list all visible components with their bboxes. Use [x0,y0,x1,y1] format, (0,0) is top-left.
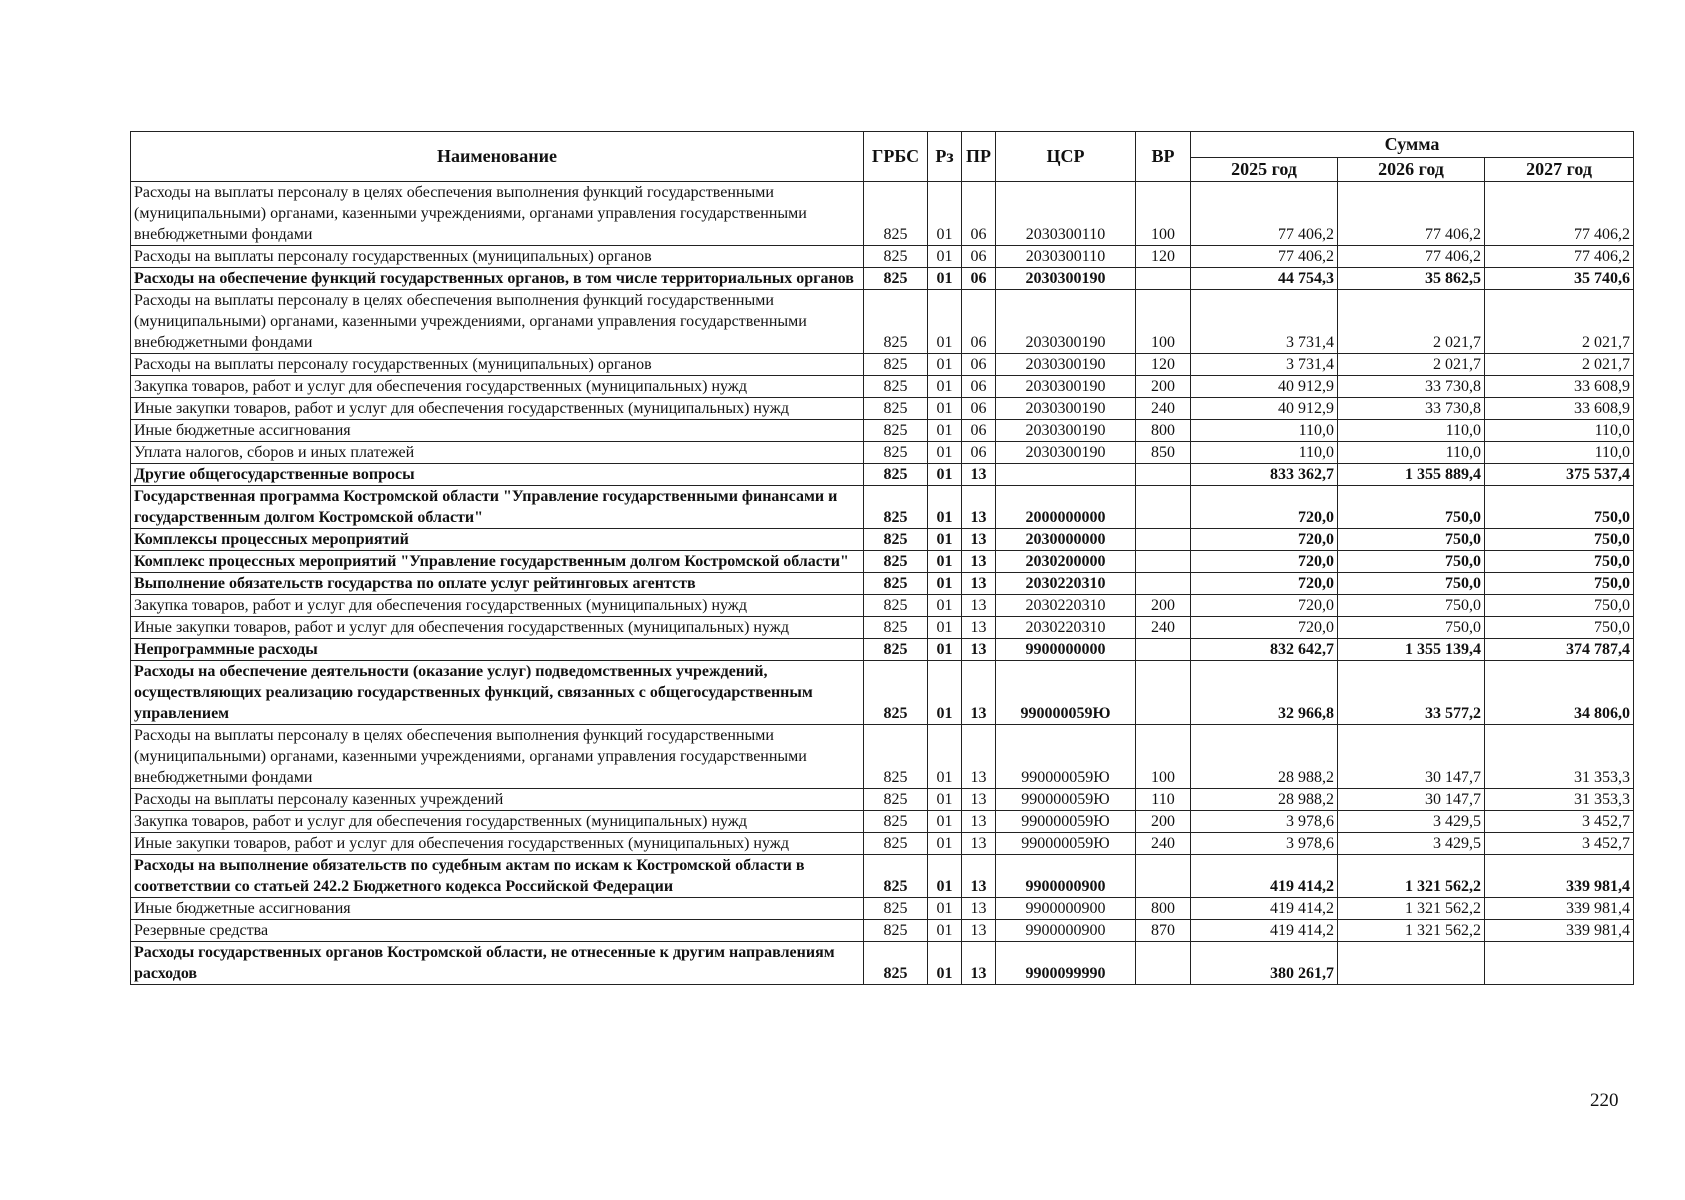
table-row [131,376,1634,398]
header-csr: ЦСР [996,132,1136,182]
cell-csr: 990000059Ю [996,811,1136,833]
cell-name: Расходы на выплаты персоналу казенных учреждений [131,789,864,811]
cell-grbs: 825 [864,639,928,661]
header-row [131,132,1634,158]
cell-vr: 240 [1136,398,1191,420]
cell-sum-2026: 1 355 889,4 [1338,464,1485,486]
cell-sum-2027: 35 740,6 [1485,268,1634,290]
header-rz: Рз [928,132,962,182]
cell-sum-2025: 3 731,4 [1191,354,1338,376]
cell-vr: 100 [1136,182,1191,246]
cell-grbs: 825 [864,486,928,529]
cell-rz: 01 [928,573,962,595]
cell-pr: 13 [962,595,996,617]
cell-csr: 2030200000 [996,551,1136,573]
cell-grbs: 825 [864,442,928,464]
cell-sum-2027: 3 452,7 [1485,833,1634,855]
cell-sum-2027: 110,0 [1485,420,1634,442]
table-row [131,268,1634,290]
cell-sum-2025: 720,0 [1191,617,1338,639]
cell-vr: 100 [1136,725,1191,789]
cell-sum-2025: 419 414,2 [1191,898,1338,920]
cell-sum-2026: 3 429,5 [1338,833,1485,855]
cell-rz: 01 [928,811,962,833]
cell-name: Иные бюджетные ассигнования [131,420,864,442]
cell-csr: 9900000900 [996,898,1136,920]
cell-name: Расходы на выплаты персоналу в целях обеспечения выполнения функций государственными (муниципальными) органами, казенными учреждениями, органами управления государственными внебюджетными фондами [131,290,864,354]
cell-vr [1136,942,1191,985]
cell-grbs: 825 [864,551,928,573]
table-row [131,833,1634,855]
cell-name: Закупка товаров, работ и услуг для обеспечения государственных (муниципальных) нужд [131,595,864,617]
cell-grbs: 825 [864,398,928,420]
cell-sum-2027: 750,0 [1485,529,1634,551]
header-year-2027: 2027 год [1485,158,1634,182]
table-row [131,725,1634,789]
cell-rz: 01 [928,789,962,811]
budget-sheet [130,131,1633,985]
cell-pr: 06 [962,268,996,290]
cell-grbs: 825 [864,617,928,639]
cell-pr: 13 [962,551,996,573]
table-row [131,398,1634,420]
cell-grbs: 825 [864,833,928,855]
cell-sum-2025: 110,0 [1191,420,1338,442]
cell-csr: 2030300190 [996,398,1136,420]
cell-vr: 110 [1136,789,1191,811]
cell-name: Расходы на выплаты персоналу в целях обеспечения выполнения функций государственными (муниципальными) органами, казенными учреждениями, органами управления государственными внебюджетными фондами [131,182,864,246]
cell-name: Непрограммные расходы [131,639,864,661]
cell-pr: 13 [962,898,996,920]
table-row [131,573,1634,595]
cell-vr: 200 [1136,595,1191,617]
cell-rz: 01 [928,290,962,354]
cell-rz: 01 [928,182,962,246]
cell-pr: 13 [962,639,996,661]
header-pr: ПР [962,132,996,182]
cell-sum-2026: 750,0 [1338,529,1485,551]
cell-sum-2027: 31 353,3 [1485,725,1634,789]
cell-vr [1136,855,1191,898]
cell-vr: 240 [1136,833,1191,855]
cell-pr: 13 [962,464,996,486]
cell-csr: 2030300190 [996,268,1136,290]
cell-sum-2025: 28 988,2 [1191,789,1338,811]
cell-pr: 13 [962,529,996,551]
cell-rz: 01 [928,725,962,789]
cell-pr: 06 [962,442,996,464]
cell-sum-2027: 34 806,0 [1485,661,1634,725]
cell-csr: 2030300110 [996,246,1136,268]
table-row [131,920,1634,942]
cell-sum-2027: 339 981,4 [1485,898,1634,920]
cell-sum-2025: 419 414,2 [1191,855,1338,898]
cell-sum-2026: 30 147,7 [1338,789,1485,811]
cell-sum-2026: 110,0 [1338,420,1485,442]
cell-csr: 2030000000 [996,529,1136,551]
cell-sum-2025: 3 978,6 [1191,833,1338,855]
cell-vr: 120 [1136,246,1191,268]
cell-sum-2027: 374 787,4 [1485,639,1634,661]
header-year-2025: 2025 год [1191,158,1338,182]
cell-rz: 01 [928,354,962,376]
cell-sum-2026: 750,0 [1338,617,1485,639]
budget-rows [131,182,1634,985]
cell-sum-2026: 2 021,7 [1338,354,1485,376]
cell-name: Резервные средства [131,920,864,942]
cell-csr: 2030300190 [996,376,1136,398]
cell-sum-2027: 339 981,4 [1485,855,1634,898]
cell-vr: 100 [1136,290,1191,354]
table-row [131,464,1634,486]
table-row [131,942,1634,985]
cell-pr: 13 [962,486,996,529]
cell-sum-2027: 77 406,2 [1485,246,1634,268]
cell-sum-2025: 720,0 [1191,529,1338,551]
cell-sum-2026: 2 021,7 [1338,290,1485,354]
budget-table [130,131,1634,985]
cell-sum-2026: 35 862,5 [1338,268,1485,290]
cell-sum-2025: 40 912,9 [1191,398,1338,420]
cell-vr [1136,573,1191,595]
cell-rz: 01 [928,920,962,942]
cell-grbs: 825 [864,290,928,354]
table-row [131,661,1634,725]
cell-sum-2027: 31 353,3 [1485,789,1634,811]
cell-grbs: 825 [864,942,928,985]
cell-sum-2027: 750,0 [1485,551,1634,573]
cell-sum-2027: 33 608,9 [1485,398,1634,420]
cell-rz: 01 [928,420,962,442]
table-row [131,486,1634,529]
cell-name: Иные бюджетные ассигнования [131,898,864,920]
cell-sum-2025: 3 731,4 [1191,290,1338,354]
cell-sum-2026 [1338,942,1485,985]
cell-grbs: 825 [864,420,928,442]
cell-pr: 06 [962,290,996,354]
cell-grbs: 825 [864,898,928,920]
cell-sum-2025: 28 988,2 [1191,725,1338,789]
cell-vr: 240 [1136,617,1191,639]
cell-pr: 13 [962,789,996,811]
cell-sum-2026: 30 147,7 [1338,725,1485,789]
cell-pr: 13 [962,811,996,833]
table-row [131,354,1634,376]
cell-sum-2026: 3 429,5 [1338,811,1485,833]
header-year-2026: 2026 год [1338,158,1485,182]
cell-csr: 2030220310 [996,617,1136,639]
page-number: 220 [1590,1090,1619,1111]
cell-csr: 2030300190 [996,442,1136,464]
cell-grbs: 825 [864,182,928,246]
cell-sum-2025: 720,0 [1191,573,1338,595]
cell-grbs: 825 [864,573,928,595]
cell-rz: 01 [928,942,962,985]
cell-sum-2027: 3 452,7 [1485,811,1634,833]
cell-vr [1136,529,1191,551]
cell-csr: 2030300190 [996,290,1136,354]
table-row [131,639,1634,661]
cell-pr: 06 [962,246,996,268]
cell-csr: 2030300190 [996,420,1136,442]
table-row [131,898,1634,920]
cell-pr: 13 [962,920,996,942]
cell-sum-2026: 33 730,8 [1338,376,1485,398]
cell-vr: 870 [1136,920,1191,942]
cell-vr: 200 [1136,376,1191,398]
cell-csr: 2030300190 [996,354,1136,376]
cell-name: Расходы на выполнение обязательств по судебным актам по искам к Костромской области в соответствии со статьей 242.2 Бюджетного кодекса Российской Федерации [131,855,864,898]
cell-sum-2026: 33 730,8 [1338,398,1485,420]
cell-grbs: 825 [864,595,928,617]
cell-rz: 01 [928,551,962,573]
cell-csr: 990000059Ю [996,833,1136,855]
cell-name: Расходы на выплаты персоналу государственных (муниципальных) органов [131,246,864,268]
cell-sum-2026: 1 321 562,2 [1338,920,1485,942]
cell-sum-2025: 110,0 [1191,442,1338,464]
table-row [131,442,1634,464]
cell-grbs: 825 [864,920,928,942]
cell-pr: 06 [962,398,996,420]
cell-name: Выполнение обязательств государства по оплате услуг рейтинговых агентств [131,573,864,595]
table-row [131,420,1634,442]
cell-pr: 13 [962,833,996,855]
cell-vr: 800 [1136,898,1191,920]
cell-name: Другие общегосударственные вопросы [131,464,864,486]
cell-sum-2025: 720,0 [1191,486,1338,529]
table-row [131,789,1634,811]
table-row [131,529,1634,551]
cell-csr: 990000059Ю [996,661,1136,725]
table-row [131,246,1634,268]
cell-name: Закупка товаров, работ и услуг для обеспечения государственных (муниципальных) нужд [131,376,864,398]
cell-rz: 01 [928,617,962,639]
cell-sum-2026: 1 355 139,4 [1338,639,1485,661]
cell-rz: 01 [928,833,962,855]
cell-pr: 13 [962,855,996,898]
cell-sum-2027: 339 981,4 [1485,920,1634,942]
cell-csr: 9900099990 [996,942,1136,985]
cell-grbs: 825 [864,661,928,725]
cell-csr: 990000059Ю [996,789,1136,811]
cell-sum-2026: 750,0 [1338,595,1485,617]
cell-sum-2026: 77 406,2 [1338,246,1485,268]
cell-sum-2025: 419 414,2 [1191,920,1338,942]
cell-sum-2025: 32 966,8 [1191,661,1338,725]
cell-rz: 01 [928,639,962,661]
cell-pr: 13 [962,725,996,789]
header-vr: ВР [1136,132,1191,182]
cell-grbs: 825 [864,789,928,811]
cell-sum-2026: 33 577,2 [1338,661,1485,725]
cell-sum-2027: 110,0 [1485,442,1634,464]
cell-sum-2027: 375 537,4 [1485,464,1634,486]
cell-vr: 120 [1136,354,1191,376]
cell-sum-2027: 33 608,9 [1485,376,1634,398]
cell-sum-2026: 77 406,2 [1338,182,1485,246]
cell-grbs: 825 [864,354,928,376]
cell-csr: 2000000000 [996,486,1136,529]
cell-sum-2025: 40 912,9 [1191,376,1338,398]
cell-name: Расходы на обеспечение деятельности (оказание услуг) подведомственных учреждений, осуществляющих реализацию государственных функций, связанных с общегосударственным управлением [131,661,864,725]
cell-csr: 2030300110 [996,182,1136,246]
cell-pr: 13 [962,942,996,985]
cell-sum-2026: 1 321 562,2 [1338,898,1485,920]
header-grbs: ГРБС [864,132,928,182]
cell-rz: 01 [928,398,962,420]
header-sum: Сумма [1191,132,1634,158]
cell-csr: 2030220310 [996,573,1136,595]
cell-pr: 06 [962,354,996,376]
cell-sum-2027: 2 021,7 [1485,290,1634,354]
cell-sum-2026: 110,0 [1338,442,1485,464]
cell-sum-2027: 750,0 [1485,573,1634,595]
cell-name: Расходы на обеспечение функций государственных органов, в том числе территориальных органов [131,268,864,290]
cell-sum-2027: 2 021,7 [1485,354,1634,376]
cell-vr: 800 [1136,420,1191,442]
cell-vr [1136,639,1191,661]
table-row [131,617,1634,639]
cell-rz: 01 [928,529,962,551]
cell-csr: 990000059Ю [996,725,1136,789]
cell-grbs: 825 [864,811,928,833]
cell-name: Иные закупки товаров, работ и услуг для обеспечения государственных (муниципальных) нужд [131,833,864,855]
cell-rz: 01 [928,661,962,725]
cell-vr: 850 [1136,442,1191,464]
cell-name: Государственная программа Костромской области "Управление государственными финансами и государственным долгом Костромской области" [131,486,864,529]
cell-name: Расходы на выплаты персоналу государственных (муниципальных) органов [131,354,864,376]
cell-pr: 13 [962,661,996,725]
cell-pr: 13 [962,573,996,595]
table-row [131,290,1634,354]
cell-grbs: 825 [864,376,928,398]
cell-sum-2025: 720,0 [1191,551,1338,573]
cell-vr [1136,551,1191,573]
cell-sum-2025: 833 362,7 [1191,464,1338,486]
cell-rz: 01 [928,855,962,898]
header-name: Наименование [131,132,864,182]
cell-sum-2026: 750,0 [1338,486,1485,529]
table-row [131,811,1634,833]
cell-csr: 2030220310 [996,595,1136,617]
cell-vr [1136,464,1191,486]
cell-grbs: 825 [864,529,928,551]
cell-rz: 01 [928,595,962,617]
table-row [131,182,1634,246]
cell-pr: 13 [962,617,996,639]
cell-name: Закупка товаров, работ и услуг для обеспечения государственных (муниципальных) нужд [131,811,864,833]
cell-name: Комплекс процессных мероприятий "Управление государственным долгом Костромской области" [131,551,864,573]
cell-name: Иные закупки товаров, работ и услуг для обеспечения государственных (муниципальных) нужд [131,617,864,639]
cell-sum-2025: 3 978,6 [1191,811,1338,833]
cell-vr: 200 [1136,811,1191,833]
cell-csr: 9900000900 [996,855,1136,898]
table-row [131,595,1634,617]
cell-name: Комплексы процессных мероприятий [131,529,864,551]
cell-rz: 01 [928,486,962,529]
cell-sum-2026: 750,0 [1338,573,1485,595]
cell-name: Расходы на выплаты персоналу в целях обеспечения выполнения функций государственными (муниципальными) органами, казенными учреждениями, органами управления государственными внебюджетными фондами [131,725,864,789]
cell-grbs: 825 [864,268,928,290]
table-row [131,855,1634,898]
cell-sum-2027: 750,0 [1485,486,1634,529]
cell-sum-2025: 380 261,7 [1191,942,1338,985]
cell-sum-2025: 720,0 [1191,595,1338,617]
cell-sum-2026: 750,0 [1338,551,1485,573]
cell-grbs: 825 [864,725,928,789]
cell-rz: 01 [928,268,962,290]
cell-csr [996,464,1136,486]
cell-rz: 01 [928,898,962,920]
table-row [131,551,1634,573]
cell-rz: 01 [928,442,962,464]
cell-sum-2027: 750,0 [1485,595,1634,617]
cell-sum-2027: 77 406,2 [1485,182,1634,246]
cell-sum-2025: 832 642,7 [1191,639,1338,661]
cell-vr [1136,268,1191,290]
cell-grbs: 825 [864,855,928,898]
cell-grbs: 825 [864,246,928,268]
cell-pr: 06 [962,376,996,398]
cell-name: Иные закупки товаров, работ и услуг для обеспечения государственных (муниципальных) нужд [131,398,864,420]
cell-csr: 9900000900 [996,920,1136,942]
cell-rz: 01 [928,376,962,398]
cell-rz: 01 [928,246,962,268]
cell-vr [1136,661,1191,725]
cell-pr: 06 [962,420,996,442]
cell-csr: 9900000000 [996,639,1136,661]
cell-sum-2025: 77 406,2 [1191,182,1338,246]
cell-sum-2026: 1 321 562,2 [1338,855,1485,898]
cell-sum-2027: 750,0 [1485,617,1634,639]
cell-name: Уплата налогов, сборов и иных платежей [131,442,864,464]
cell-rz: 01 [928,464,962,486]
cell-sum-2027 [1485,942,1634,985]
cell-grbs: 825 [864,464,928,486]
cell-sum-2025: 44 754,3 [1191,268,1338,290]
cell-pr: 06 [962,182,996,246]
cell-sum-2025: 77 406,2 [1191,246,1338,268]
cell-vr [1136,486,1191,529]
cell-name: Расходы государственных органов Костромской области, не отнесенные к другим направлениям расходов [131,942,864,985]
